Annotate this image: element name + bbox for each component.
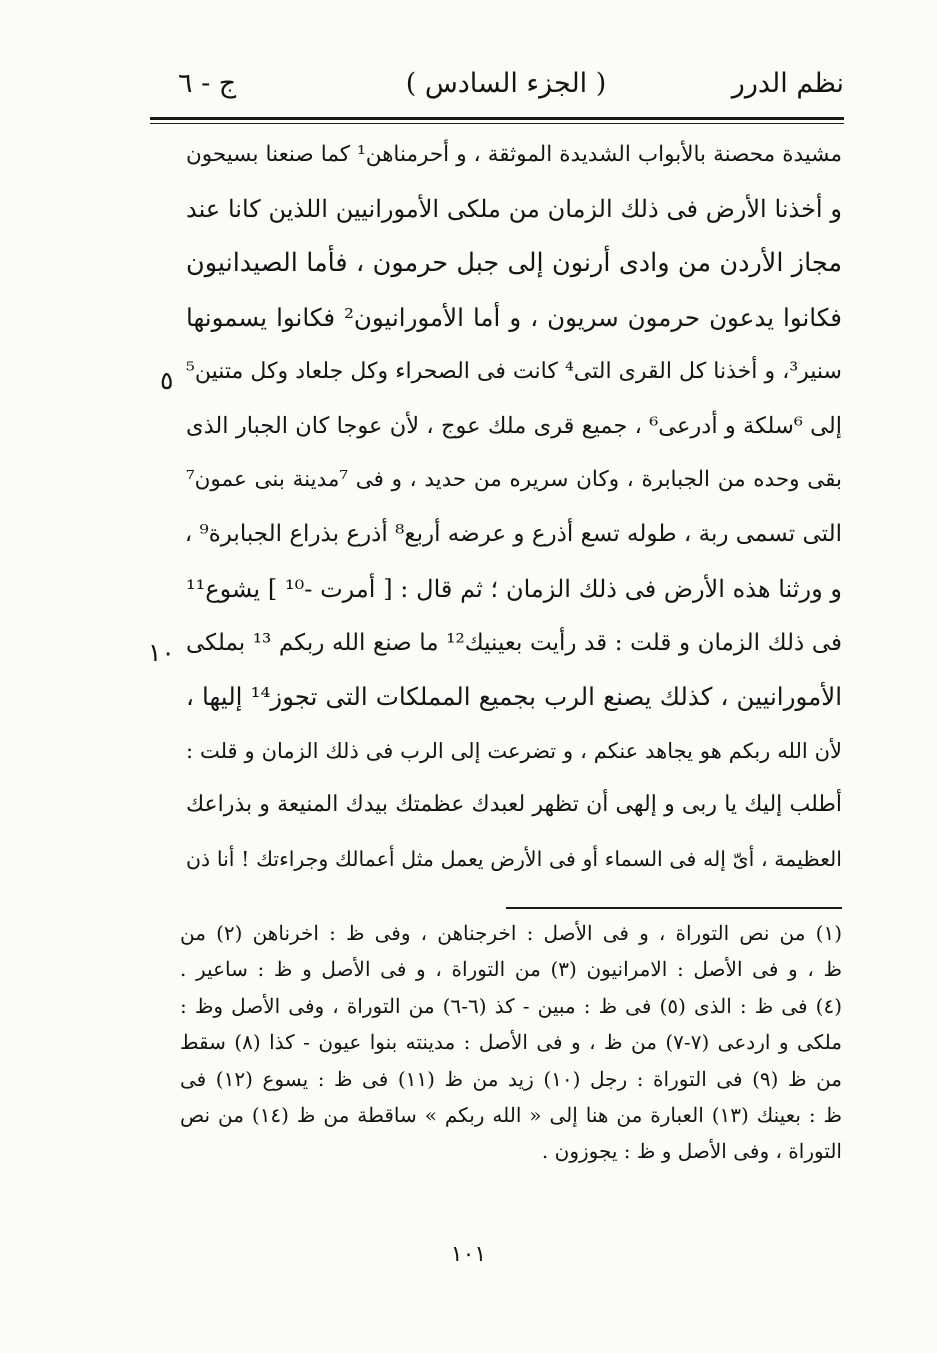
header-rule-thin — [150, 123, 844, 124]
main-text — [186, 128, 842, 887]
footnote-line: (١) من نص التوراة ، و فى الأصل : اخرجناهن ، وفى ظ : اخرناهن (٢) من — [180, 921, 842, 945]
text-line: التى تسمى ربة ، طوله تسع أذرع و عرضه أربع⁸ أذرع بذراع الجبابرة⁹ ، — [184, 521, 842, 548]
line-number-5: ٥ — [160, 366, 174, 395]
text-line: مشيدة محصنة بالأبواب الشديدة الموثقة ، و أحرمناهن¹ كما صنعنا بسيحون — [186, 142, 842, 167]
part-title: ( الجزء السادس ) — [405, 68, 607, 99]
text-line: فكانوا يدعون حرمون سريون ، و أما الأمورانيون² فكانوا يسمونها — [186, 302, 843, 332]
footnote-line: ملكى و اردعى (٧-٧) من ظ ، و فى الأصل : مدينته بنوا عيون - كذا (٨) سقط — [180, 1030, 842, 1055]
footnote-line: ظ : بعينك (١٣) العبارة من هنا إلى « الله ربكم » ساقطة من ظ (١٤) من نص — [180, 1102, 842, 1127]
text-line: فى ذلك الزمان و قلت : قد رأيت بعينيك¹² ما صنع الله ربكم ¹³ بملكى — [186, 629, 842, 656]
volume-label: ج - ٦ — [178, 68, 237, 99]
text-line: و ورثنا هذه الأرض فى ذلك الزمان ؛ ثم قال : [ أمرت -¹⁰ ] يشوع¹¹ — [186, 574, 843, 603]
footnote-line: من ظ (٩) فى التوراة : رجل (١٠) زيد من ظ (١١) فى ظ : يسوع (١٢) فى — [180, 1066, 843, 1091]
running-header — [168, 62, 844, 106]
footnote-line: ظ ، و فى الأصل : الامرانيون (٣) من التوراة ، و فى الأصل و ظ : ساعير . — [180, 957, 842, 982]
text-line: و أخذنا الأرض فى ذلك الزمان من ملكى الأمورانيين اللذين كانا عند — [186, 195, 842, 224]
page-number: ١٠١ — [450, 1242, 487, 1267]
book-title: نظم الدرر — [731, 68, 844, 99]
text-line: أطلب إليك يا ربى و إلهى أن تظهر لعبدك عظمتك بيدك المنيعة و بذراعك — [186, 792, 842, 818]
text-line: مجاز الأردن من وادى أرنون إلى جبل حرمون ، فأما الصيدانيون — [186, 248, 842, 279]
text-line: سنير³، و أخذنا كل القرى التى⁴ كانت فى الصحراء وكل جلعاد وكل متنين⁵ — [186, 358, 842, 384]
line-number-10: ١٠ — [148, 638, 175, 667]
footnote-line: (٤) فى ظ : الذى (٥) فى ظ : مبين - كذ (٦-٦) من التوراة ، وفى الأصل وظ : — [180, 993, 842, 1018]
text-line: بقى وحده من الجبابرة ، وكان سريره من حديد ، و فى ⁷مدينة بنى عمون⁷ — [186, 467, 842, 493]
text-line: إلى ⁶سلكة و أدرعى⁶ ، جميع قرى ملك عوج ، لأن عوجا كان الجبار الذى — [186, 412, 843, 439]
text-line: الأمورانيين ، كذلك يصنع الرب بجميع المملكات التى تجوز¹⁴ إليها ، — [186, 681, 843, 711]
header-rule-thick — [150, 117, 844, 120]
footnote-rule — [506, 907, 842, 909]
footnotes — [180, 915, 842, 1170]
text-line: العظيمة ، أىّ إله فى السماء أو فى الأرض يعمل مثل أعمالك وجراءتك ! أنا ذن — [186, 847, 842, 872]
text-line: لأن الله ربكم هو يجاهد عنكم ، و تضرعت إلى الرب فى ذلك الزمان و قلت : — [186, 739, 842, 764]
footnote-line: التوراة ، وفى الأصل و ظ : يجوزون . — [541, 1139, 842, 1164]
